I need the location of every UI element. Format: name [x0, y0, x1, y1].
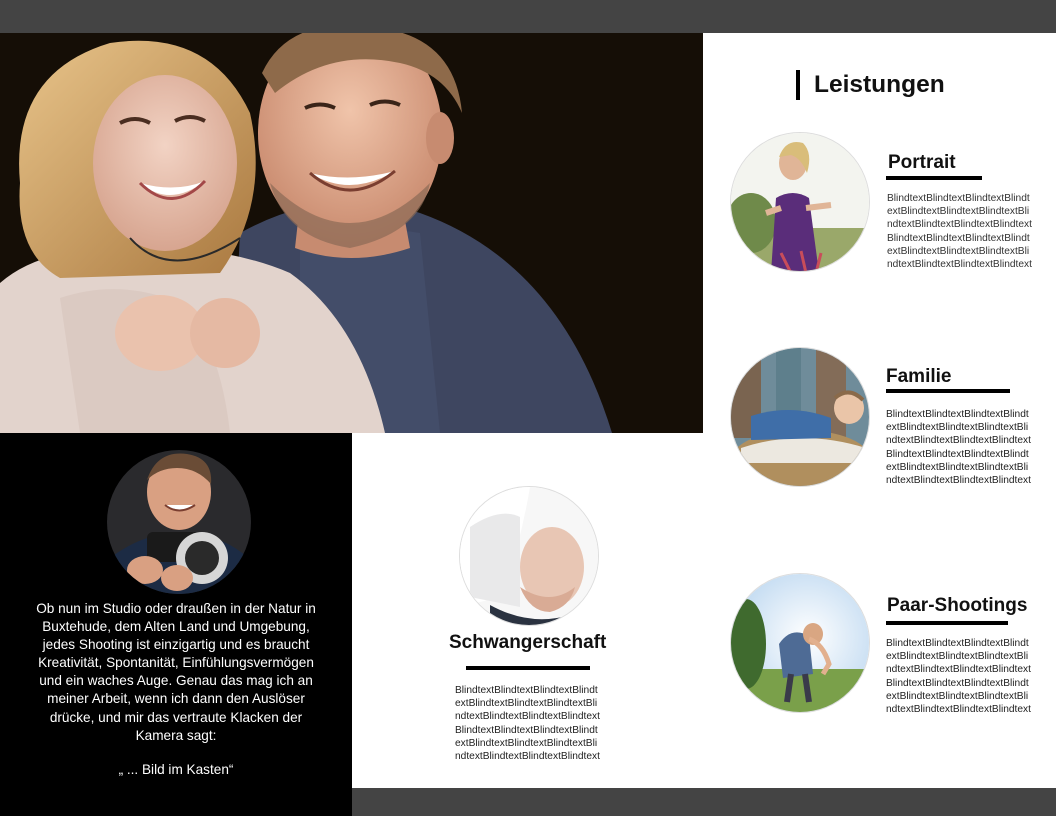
bottom-bar: [352, 788, 1056, 816]
service-text-portrait: BlindtextBlindtextBlindtextBlindtextBlindtextBlindtextBlindtextBlindtextBlindtextBlindtextBlindtextBlindtextBlindtextBlindtextBlindtextBlindtextBlindtextBlindtextBlindtextBlindtextBlindtextBlindtext: [887, 193, 1032, 271]
service-rule-portrait: [886, 176, 982, 180]
about-text: Ob nun im Studio oder draußen in der Natur in Buxtehude, dem Alten Land und Umgebung, jedes Shooting ist einzigartig und es braucht Kreativität, Spontanität, Einfühlungsvermögen und ein waches Auge. Genau das mag ich an meiner Arbeit, wenn ich dann den Auslöser drücke, und mir das vertraute Klacken der Kamera sagt:: [36, 601, 316, 743]
service-text-schwangerschaft: BlindtextBlindtextBlindtextBlindtextBlindtextBlindtextBlindtextBlindtextBlindtextBlindtextBlindtextBlindtextBlindtextBlindtextBlindtextBlindtextBlindtextBlindtextBlindtextBlindtextBlindtextBlindtext: [455, 685, 600, 763]
pregnancy-photo: [459, 486, 599, 626]
page-title: Leistungen: [796, 70, 945, 100]
family-photo: [730, 347, 870, 487]
service-text-familie: BlindtextBlindtextBlindtextBlindtextBlindtextBlindtextBlindtextBlindtextBlindtextBlindtextBlindtextBlindtextBlindtextBlindtextBlindtextBlindtextBlindtextBlindtextBlindtextBlindtextBlindtextBlindtext: [886, 409, 1031, 487]
portrait-photo: [730, 132, 870, 272]
couple-photo: [730, 573, 870, 713]
hero-photo-father-daughter: [0, 33, 703, 433]
service-rule-schwangerschaft: [466, 666, 590, 670]
top-bar: [0, 0, 1056, 33]
service-title-familie: Familie: [886, 366, 952, 387]
service-title-portrait: Portrait: [888, 152, 956, 173]
service-rule-familie: [886, 389, 1010, 393]
service-title-paar-shootings: Paar-Shootings: [887, 595, 1028, 616]
service-rule-paar-shootings: [886, 621, 1008, 625]
about-quote: „ ... Bild im Kasten“: [118, 762, 234, 777]
service-text-paar-shootings: BlindtextBlindtextBlindtextBlindtextBlindtextBlindtextBlindtextBlindtextBlindtextBlindtextBlindtextBlindtextBlindtextBlindtextBlindtextBlindtextBlindtextBlindtextBlindtextBlindtextBlindtextBlindtext: [886, 638, 1031, 716]
service-title-schwangerschaft: Schwangerschaft: [449, 632, 607, 653]
photographer-avatar: [107, 450, 251, 594]
